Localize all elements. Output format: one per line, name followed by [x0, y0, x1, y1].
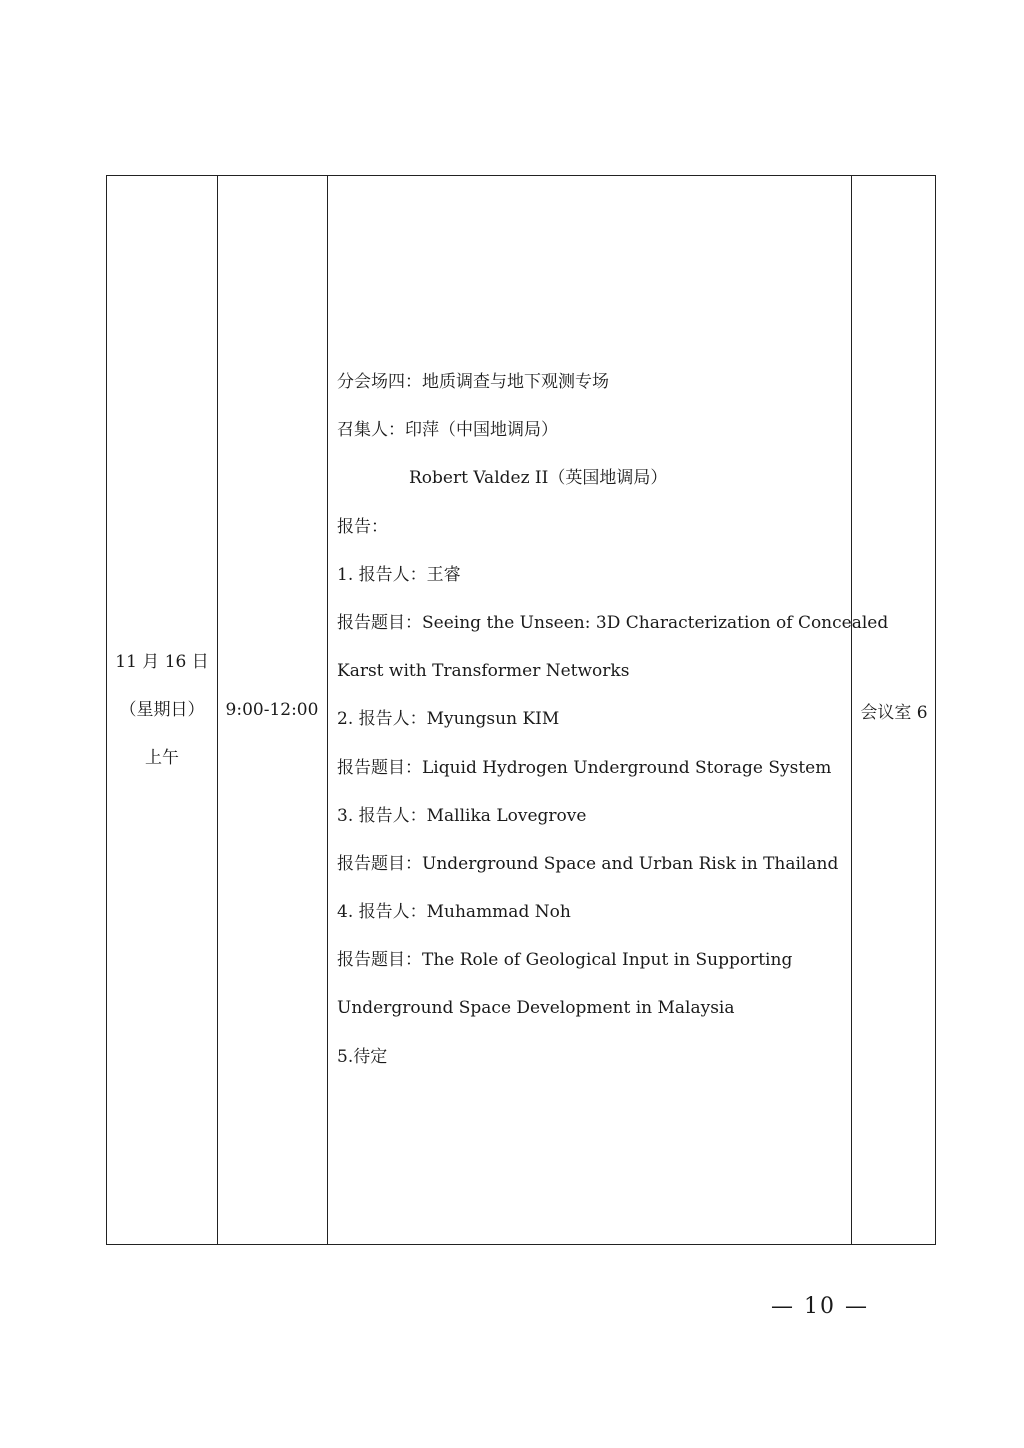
- reports-label: 报告：: [337, 516, 388, 537]
- period-line: 上午: [145, 748, 179, 768]
- time-cell: [217, 176, 327, 1244]
- report-line: 3. 报告人：Mallika Lovegrove: [337, 805, 587, 826]
- report-line: 5.待定: [337, 1046, 388, 1067]
- room-cell: [851, 176, 937, 1244]
- report-line: 2. 报告人：Myungsun KIM: [337, 709, 560, 730]
- report-line: 4. 报告人：Muhammad Noh: [337, 902, 571, 923]
- page-number: — 10 —: [771, 1294, 869, 1319]
- report-line: 报告题目：Liquid Hydrogen Underground Storage System: [337, 757, 832, 778]
- report-line: 报告题目：Seeing the Unseen: 3D Characterization of Concealed: [337, 612, 889, 633]
- report-line: 报告题目：The Role of Geological Input in Supporting: [337, 950, 793, 971]
- convener-secondary: Robert Valdez II（英国地调局）: [409, 468, 668, 489]
- session-title: 分会场四：地质调查与地下观测专场: [337, 372, 609, 392]
- time-range: 9:00-12:00: [225, 700, 319, 720]
- schedule-table: [106, 175, 936, 1245]
- report-line: Karst with Transformer Networks: [337, 661, 630, 682]
- convener-primary: 召集人：印萍（中国地调局）: [337, 420, 558, 441]
- report-line: 报告题目：Underground Space and Urban Risk in Thailand: [337, 853, 839, 874]
- session-content-cell: [327, 176, 889, 1244]
- weekday-line: （星期日）: [119, 700, 205, 720]
- report-line: 1. 报告人：王睿: [337, 564, 461, 585]
- date-cell: [107, 176, 217, 1244]
- date-line: 11 月 16 日: [115, 652, 209, 672]
- room-name: 会议室 6: [860, 702, 928, 723]
- report-line: Underground Space Development in Malaysia: [337, 998, 735, 1019]
